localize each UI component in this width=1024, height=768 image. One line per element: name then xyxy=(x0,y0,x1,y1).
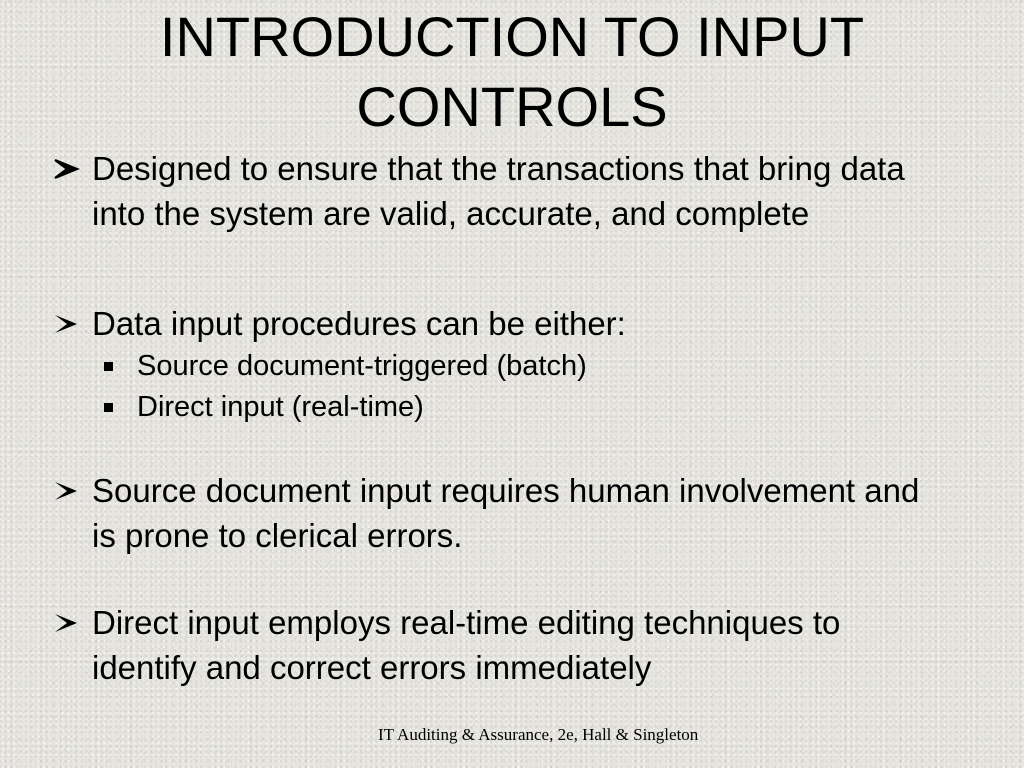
bullet-item xyxy=(52,600,952,690)
bullet-item xyxy=(52,146,952,236)
arrow-bullet-icon xyxy=(52,468,84,503)
bullet-text: Designed to ensure that the transactions that bring data into the system are valid, accurate, and complete xyxy=(92,150,905,232)
arrow-bullet-icon xyxy=(52,600,84,635)
sub-bullet-item xyxy=(104,346,954,387)
sub-bullet-text: Source document-triggered (batch) xyxy=(137,350,587,382)
square-bullet-icon xyxy=(104,362,113,371)
bullet-item xyxy=(52,468,952,558)
sub-bullet-item xyxy=(104,387,954,428)
slide-footer: IT Auditing & Assurance, 2e, Hall & Singleton xyxy=(378,725,699,744)
sub-bullet-text: Direct input (real-time) xyxy=(137,391,424,423)
square-bullet-icon xyxy=(104,403,113,412)
arrow-bullet-icon xyxy=(52,301,84,336)
bullet-text: Direct input employs real-time editing techniques to identify and correct errors immediately xyxy=(92,604,841,686)
slide-title: INTRODUCTION TO INPUT CONTROLS xyxy=(159,5,865,138)
bullet-item xyxy=(52,301,952,346)
bullet-text: Source document input requires human involvement and is prone to clerical errors. xyxy=(92,472,920,554)
bullet-text: Data input procedures can be either: xyxy=(92,305,626,342)
arrow-bullet-icon xyxy=(52,146,84,181)
